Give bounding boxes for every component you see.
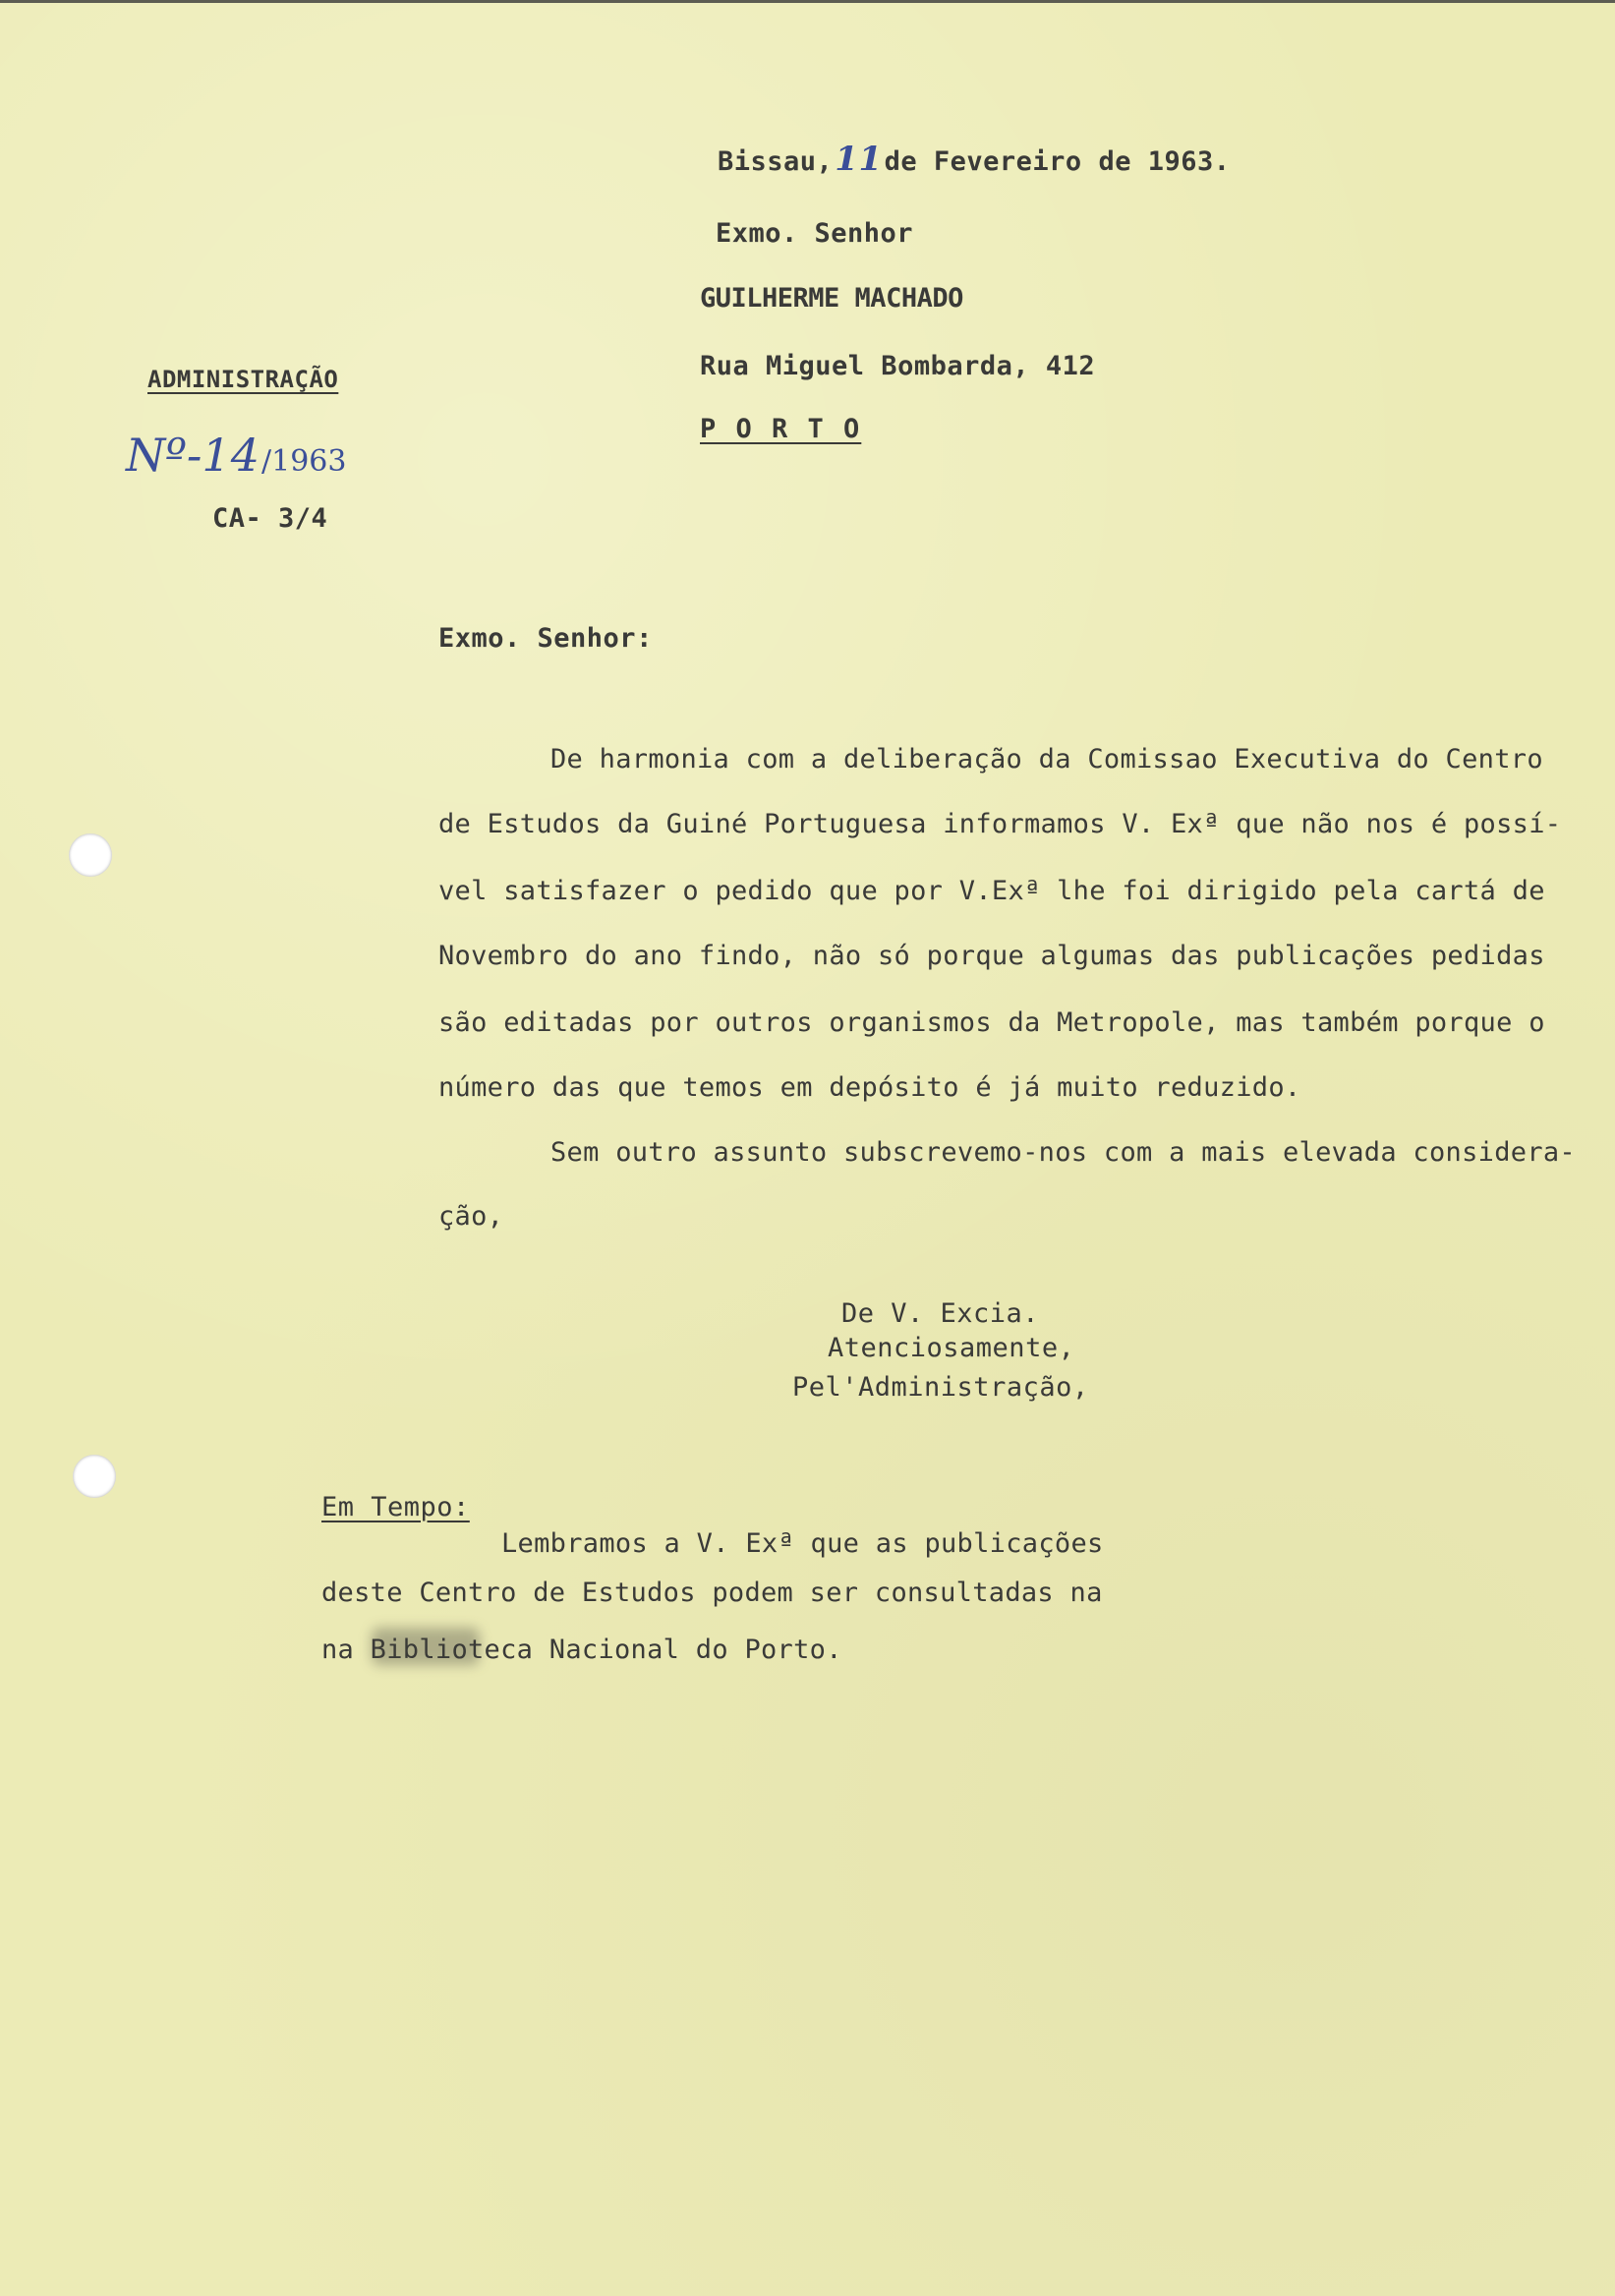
department-label: ADMINISTRAÇÃO	[147, 366, 339, 393]
body-line: de Estudos da Guiné Portuguesa informamos V. Exª que não nos é possí-	[438, 809, 1562, 839]
document-reference: CA- 3/4	[212, 503, 328, 534]
body-line: são editadas por outros organismos da Metropole, mas também porque o	[438, 1007, 1545, 1038]
closing-line: ção,	[438, 1201, 504, 1232]
postscript-line: deste Centro de Estudos podem ser consultadas na	[321, 1578, 1103, 1608]
body-line: vel satisfazer o pedido que por V.Exª lhe foi dirigido pela cartá de	[438, 876, 1545, 906]
date-suffix: de Fevereiro de 1963.	[884, 146, 1231, 177]
signoff-line: De V. Excia.	[841, 1298, 1040, 1329]
opening-salutation: Exmo. Senhor:	[438, 623, 653, 654]
recipient-salutation: Exmo. Senhor	[716, 218, 914, 249]
top-edge-line	[0, 0, 1615, 3]
recipient-street: Rua Miguel Bombarda, 412	[700, 351, 1096, 381]
recipient-name: GUILHERME MACHADO	[700, 283, 963, 314]
body-line: número das que temos em depósito é já muito reduzido.	[438, 1072, 1301, 1103]
ink-smudge	[372, 1628, 480, 1665]
recipient-city: P O R T O	[700, 414, 862, 444]
date-day-handwritten: 11	[835, 140, 883, 179]
date-line	[718, 140, 1231, 179]
body-line: De harmonia com a deliberação da Comissao Executiva do Centro	[550, 744, 1543, 775]
closing-line: Sem outro assunto subscrevemo-nos com a mais elevada considera-	[550, 1137, 1576, 1168]
signoff-line: Atenciosamente,	[828, 1333, 1075, 1363]
postscript-line: Lembramos a V. Exª que as publicações	[501, 1528, 1104, 1559]
date-prefix: Bissau,	[718, 146, 834, 177]
signoff-line: Pel'Administração,	[792, 1372, 1089, 1403]
postscript-line: na Biblioteca Nacional do Porto.	[321, 1635, 842, 1665]
document-year: /1963	[261, 444, 347, 479]
body-line: Novembro do ano findo, não só porque algumas das publicações pedidas	[438, 941, 1545, 971]
document-number-handwritten: Nº-14	[126, 429, 260, 482]
punch-hole-top	[69, 833, 112, 877]
punch-hole-bottom	[73, 1455, 116, 1498]
postscript-label: Em Tempo:	[321, 1492, 470, 1522]
